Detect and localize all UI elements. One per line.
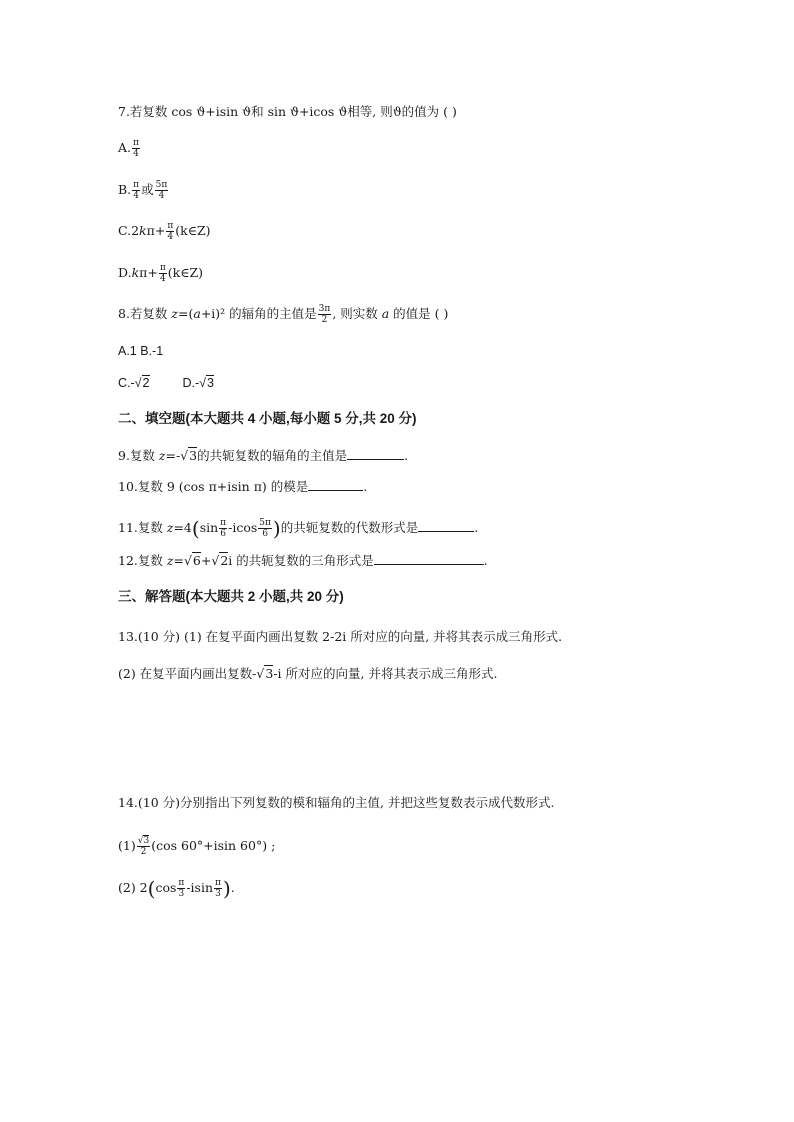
q7-option-c bbox=[118, 221, 211, 242]
right-paren: ) bbox=[222, 876, 231, 901]
answer-blank[interactable] bbox=[347, 447, 404, 460]
q8-stem-part: 8.若复数 bbox=[118, 306, 172, 321]
q8-a: a bbox=[381, 306, 390, 321]
q7-option-b bbox=[118, 180, 169, 201]
q11-part: 的共轭复数的代数形式是 bbox=[280, 520, 419, 535]
denominator: 2 bbox=[140, 847, 147, 857]
q7-option-d bbox=[118, 263, 203, 284]
q8-stem bbox=[118, 304, 448, 325]
q9-z: z bbox=[158, 448, 166, 463]
q7-option-b-or: 或 bbox=[141, 182, 154, 197]
q9-part: 的共轭复数的辐角的主值是 bbox=[197, 448, 348, 463]
q11-fraction-1 bbox=[219, 518, 227, 539]
q8-stem-part: +i)² 的辐角的主值是 bbox=[200, 306, 317, 321]
numerator: π bbox=[178, 878, 185, 888]
answer-blank[interactable] bbox=[308, 478, 363, 491]
sqrt-symbol: √6 bbox=[183, 553, 201, 568]
denominator: 4 bbox=[133, 191, 139, 201]
q12 bbox=[118, 551, 488, 571]
q8-stem-part: , 则实数 bbox=[332, 306, 382, 321]
q11-fraction-2 bbox=[258, 518, 272, 539]
denominator: 4 bbox=[167, 232, 174, 242]
q14-part-2-label: (2) 2 bbox=[118, 880, 148, 895]
radicand: 2 bbox=[142, 376, 150, 390]
q9-part: =- bbox=[165, 448, 181, 463]
numerator: π bbox=[167, 221, 174, 231]
q7-option-d-k: k bbox=[131, 265, 140, 280]
q14-fraction-1 bbox=[177, 878, 185, 899]
section-3-title bbox=[118, 587, 344, 607]
q8-stem-part: 的值是 ( ) bbox=[389, 306, 449, 321]
q14-part-1-text: (cos 60°+isin 60°) ; bbox=[151, 838, 276, 853]
q7-option-c-tail: (k∈Z) bbox=[175, 223, 211, 238]
q14-part-1-label: (1) bbox=[118, 838, 136, 853]
q11-sin: sin bbox=[199, 520, 219, 535]
q11-icos: -icos bbox=[228, 520, 258, 535]
denominator: 4 bbox=[158, 191, 165, 201]
q11-z: z bbox=[166, 520, 174, 535]
radicand: 3 bbox=[207, 376, 214, 390]
q13-part-2 bbox=[118, 664, 497, 684]
q14-cos: cos bbox=[155, 880, 177, 895]
right-paren: ) bbox=[272, 516, 281, 541]
sqrt-symbol: √2 bbox=[134, 376, 150, 390]
q14-line-1: 14.(10 分)分别指出下列复数的模和辐角的主值, 并把这些复数表示成代数形式. bbox=[118, 795, 555, 810]
q7-option-d-tail: (k∈Z) bbox=[167, 265, 204, 280]
q8-option-d-label: D.- bbox=[182, 376, 200, 390]
q14-fraction-2 bbox=[214, 878, 222, 899]
q7-option-c-label: C.2 bbox=[118, 223, 140, 238]
numerator: π bbox=[133, 180, 140, 190]
denominator: 3 bbox=[215, 889, 221, 899]
denominator: 4 bbox=[133, 149, 139, 159]
q13-part-1 bbox=[118, 627, 562, 647]
q7-option-a-fraction bbox=[132, 138, 140, 159]
q10-end: . bbox=[363, 479, 368, 494]
radicand: 3 bbox=[143, 836, 150, 846]
numerator: π bbox=[220, 518, 227, 528]
q12-z: z bbox=[166, 553, 174, 568]
q7-stem-text: 7.若复数 cos ϑ+isin ϑ和 sin ϑ+icos ϑ相等, 则ϑ的值为 ( ) bbox=[118, 104, 457, 119]
q8-options-ab-text: A.1 B.-1 bbox=[118, 344, 164, 358]
q12-end: . bbox=[483, 553, 488, 568]
q14-part-2 bbox=[118, 878, 235, 899]
numerator: 3π bbox=[318, 304, 331, 314]
denominator: 6 bbox=[262, 529, 268, 539]
q7-option-b-fraction-2 bbox=[155, 180, 169, 201]
radicand: 6 bbox=[192, 553, 201, 568]
q8-z: z bbox=[171, 306, 178, 321]
q9-part: 9.复数 bbox=[118, 448, 159, 463]
q14-stem bbox=[118, 793, 554, 813]
answer-blank[interactable] bbox=[418, 519, 474, 532]
q10-part: 10.复数 9 (cos π+isin π) 的模是 bbox=[118, 479, 309, 494]
q13-line-2-part: (2) 在复平面内画出复数- bbox=[118, 666, 257, 681]
q14-part-1 bbox=[118, 836, 275, 857]
denominator: 2 bbox=[321, 315, 328, 325]
q14-part-2-end: . bbox=[230, 880, 235, 895]
q7-option-c-pi: π+ bbox=[146, 223, 166, 238]
sqrt-symbol: √3 bbox=[180, 448, 198, 463]
sqrt-symbol: √3 bbox=[256, 666, 274, 681]
q12-part: 12.复数 bbox=[118, 553, 167, 568]
q11-part: 11.复数 bbox=[118, 520, 167, 535]
q7-option-d-fraction bbox=[159, 263, 167, 284]
q12-part: = bbox=[173, 553, 184, 568]
q12-part: i 的共轭复数的三角形式是 bbox=[228, 553, 374, 568]
q7-option-d-label: D. bbox=[118, 265, 132, 280]
q7-option-a-label: A. bbox=[118, 140, 132, 155]
q12-plus: + bbox=[200, 553, 212, 568]
q7-option-a bbox=[118, 138, 141, 159]
section-2-title bbox=[118, 409, 417, 429]
q8-options-ab bbox=[118, 341, 163, 361]
q8-option-c-label: C.- bbox=[118, 376, 135, 390]
numerator: 5π bbox=[155, 180, 168, 190]
sqrt-symbol: √2 bbox=[211, 553, 229, 568]
q8-fraction bbox=[318, 304, 332, 325]
numerator: π bbox=[215, 878, 221, 888]
q13-line-2-part: -i 所对应的向量, 并将其表示成三角形式. bbox=[273, 666, 498, 681]
left-paren: ( bbox=[147, 876, 156, 901]
numerator: √3 bbox=[137, 836, 150, 846]
radicand: 3 bbox=[265, 666, 274, 681]
q14-isin: -isin bbox=[186, 880, 214, 895]
q7-option-b-label: B. bbox=[118, 182, 132, 197]
sqrt-symbol: √3 bbox=[199, 376, 214, 390]
radicand: 2 bbox=[220, 553, 229, 568]
q7-option-c-k: k bbox=[139, 223, 147, 238]
section-2-title-text: 二、填空题(本大题共 4 小题,每小题 5 分,共 20 分) bbox=[118, 411, 417, 426]
denominator: 4 bbox=[159, 274, 166, 284]
q9 bbox=[118, 446, 408, 466]
numerator: 5π bbox=[259, 518, 271, 528]
q11 bbox=[118, 518, 478, 539]
q13-line-1: 13.(10 分) (1) 在复平面内画出复数 2-2i 所对应的向量, 并将其表示成三角形式. bbox=[118, 629, 563, 644]
q7-option-c-fraction bbox=[166, 221, 174, 242]
q8-a: a bbox=[193, 306, 201, 321]
section-3-title-text: 三、解答题(本大题共 2 小题,共 20 分) bbox=[118, 589, 344, 604]
q7-option-d-pi: π+ bbox=[139, 265, 158, 280]
q8-stem-part: =( bbox=[178, 306, 194, 321]
numerator: π bbox=[159, 263, 166, 273]
left-paren: ( bbox=[191, 516, 200, 541]
denominator: 3 bbox=[178, 889, 185, 899]
q7-stem bbox=[118, 102, 457, 122]
denominator: 6 bbox=[220, 529, 226, 539]
numerator: π bbox=[133, 138, 139, 148]
q8-options-cd bbox=[118, 373, 214, 393]
answer-blank[interactable] bbox=[374, 552, 484, 565]
q11-part: =4 bbox=[173, 520, 192, 535]
radicand: 3 bbox=[189, 448, 198, 463]
q14-fraction bbox=[137, 836, 150, 857]
q10 bbox=[118, 477, 367, 497]
q7-option-b-fraction-1 bbox=[132, 180, 140, 201]
q11-end: . bbox=[474, 520, 479, 535]
q9-end: . bbox=[404, 448, 409, 463]
